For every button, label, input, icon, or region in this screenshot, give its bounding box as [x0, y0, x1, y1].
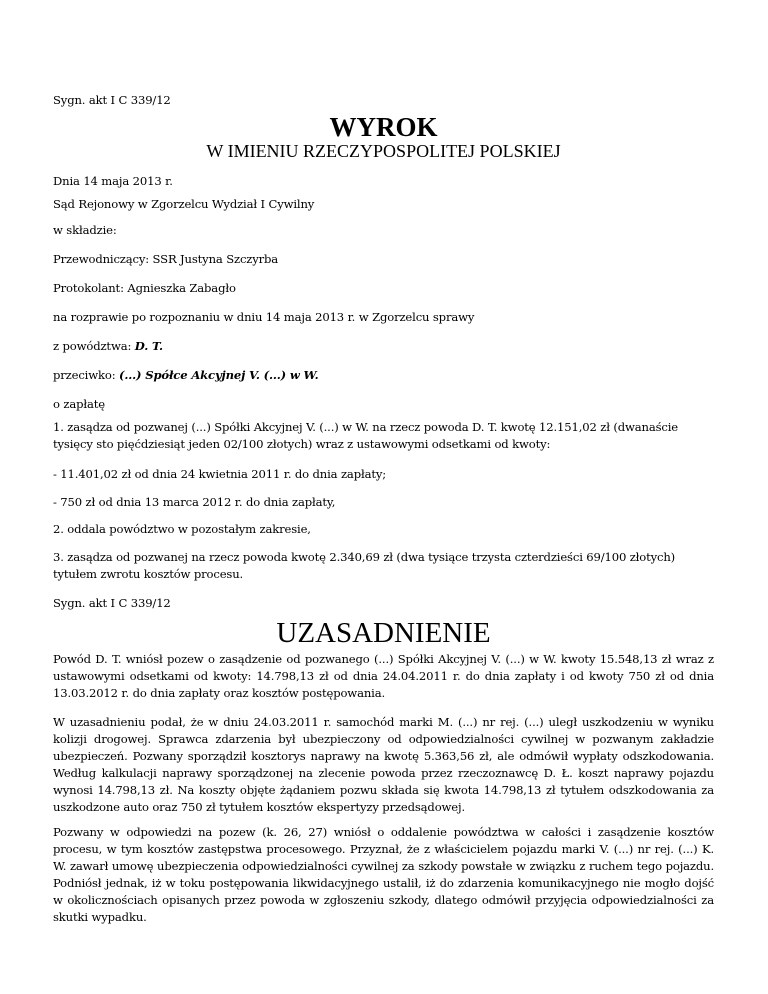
- judgment-subtitle: W IMIENIU RZECZYPOSPOLITEJ POLSKIEJ: [206, 141, 561, 161]
- judgment-title: WYROK: [329, 112, 438, 142]
- judgment-date: Dnia 14 maja 2013 r.: [53, 174, 173, 188]
- ruling-point-3: 3. zasądza od pozwanej na rzecz powoda kwotę 2.340,69 zł (dwa tysiące trzysta czterdzieści 69/100 złotych) tytułem zwrotu kosztów procesu.: [53, 550, 676, 581]
- plaintiff-line: [53, 338, 714, 355]
- justification-paragraph-1: Powód D. T. wniósł pozew o zasądzenie od pozwanego (...) Spółki Akcyjnej V. (...) w W. kwoty 15.548,13 zł wraz z ustawowymi odsetkami od kwoty: 14.798,13 zł od dnia 24.04.2011 r. do dnia zapłaty i od kwoty 750 zł od dnia 13.03.2012 r. do dnia zapłaty oraz kosztów postępowania.: [53, 652, 714, 700]
- defendant-name: (...) Spółce Akcyjnej V. (...) w W.: [119, 368, 319, 382]
- justification-paragraph-3: Pozwany w odpowiedzi na pozew (k. 26, 27) wniósł o oddalenie powództwa w całości i zasądzenie kosztów procesu, w tym kosztów zastępstwa procesowego. Przyznał, że z właścicielem pojazdu marki V. (...) nr rej. (...) K. W. zawarł umowę ubezpieczenia odpowiedzialności cywilnej za szkody powstałe w związku z ruchem tego pojazdu. Podniósł jednak, iż w toku postępowania likwidacyjnego ustalił, iż do zdarzenia komunikacyjnego nie mogło dojść w okolicznościach opisanych przez powoda w zgłoszeniu szkody, dlatego odmówił przyjęcia odpowiedzialności za skutki wypadku.: [53, 825, 714, 924]
- plaintiff-name: D. T.: [134, 339, 163, 353]
- defendant-label: przeciwko:: [53, 368, 120, 382]
- hearing-info: na rozprawie po rozpoznaniu w dniu 14 maja 2013 r. w Zgorzelcu sprawy: [53, 310, 475, 324]
- presiding-judge: Przewodniczący: SSR Justyna Szczyrba: [53, 252, 279, 266]
- ruling-point-1: 1. zasądza od pozwanej (...) Spółki Akcyjnej V. (...) w W. na rzecz powoda D. T. kwotę 12.151,02 zł (dwanaście tysięcy sto pięćdziesiąt jeden 02/100 złotych) wraz z ustawowymi odsetkami od kwoty:: [53, 420, 679, 451]
- interest-line-1: - 11.401,02 zł od dnia 24 kwietnia 2011 r. do dnia zapłaty;: [53, 467, 387, 481]
- interest-line-2: - 750 zł od dnia 13 marca 2012 r. do dnia zapłaty,: [53, 495, 336, 509]
- court-clerk: Protokolant: Agnieszka Zabagło: [53, 281, 236, 295]
- case-number-justification: Sygn. akt I C 339/12: [53, 596, 171, 610]
- case-number-top: Sygn. akt I C 339/12: [53, 93, 171, 107]
- defendant-line: [53, 367, 714, 384]
- justification-title: UZASADNIENIE: [276, 617, 491, 649]
- ruling-point-2: 2. oddala powództwo w pozostałym zakresie,: [53, 522, 311, 536]
- justification-paragraph-2: W uzasadnieniu podał, że w dniu 24.03.2011 r. samochód marki M. (...) nr rej. (...) uległ uszkodzeniu w wyniku kolizji drogowej. Sprawca zdarzenia był ubezpieczony od odpowiedzialności cywilnej w pozwanym zakładzie ubezpieczeń. Pozwany sporządził kosztorys naprawy na kwotę 5.363,56 zł, ale odmówił wypłaty odszkodowania. Według kalkulacji naprawy sporządzonej na zlecenie powoda przez rzeczoznawcę D. Ł. koszt naprawy pojazdu wynosi 14.798,13 zł. Na koszty objęte żądaniem pozwu składa się kwota 14.798,13 zł tytułem odszkodowania za uszkodzone auto oraz 750 zł tytułem kosztów ekspertyzy przedsądowej.: [53, 715, 714, 814]
- case-subject: o zapłatę: [53, 397, 105, 411]
- plaintiff-label: z powództwa:: [53, 339, 135, 353]
- court-name: Sąd Rejonowy w Zgorzelcu Wydział I Cywilny: [53, 197, 315, 211]
- composition-label: w składzie:: [53, 223, 117, 237]
